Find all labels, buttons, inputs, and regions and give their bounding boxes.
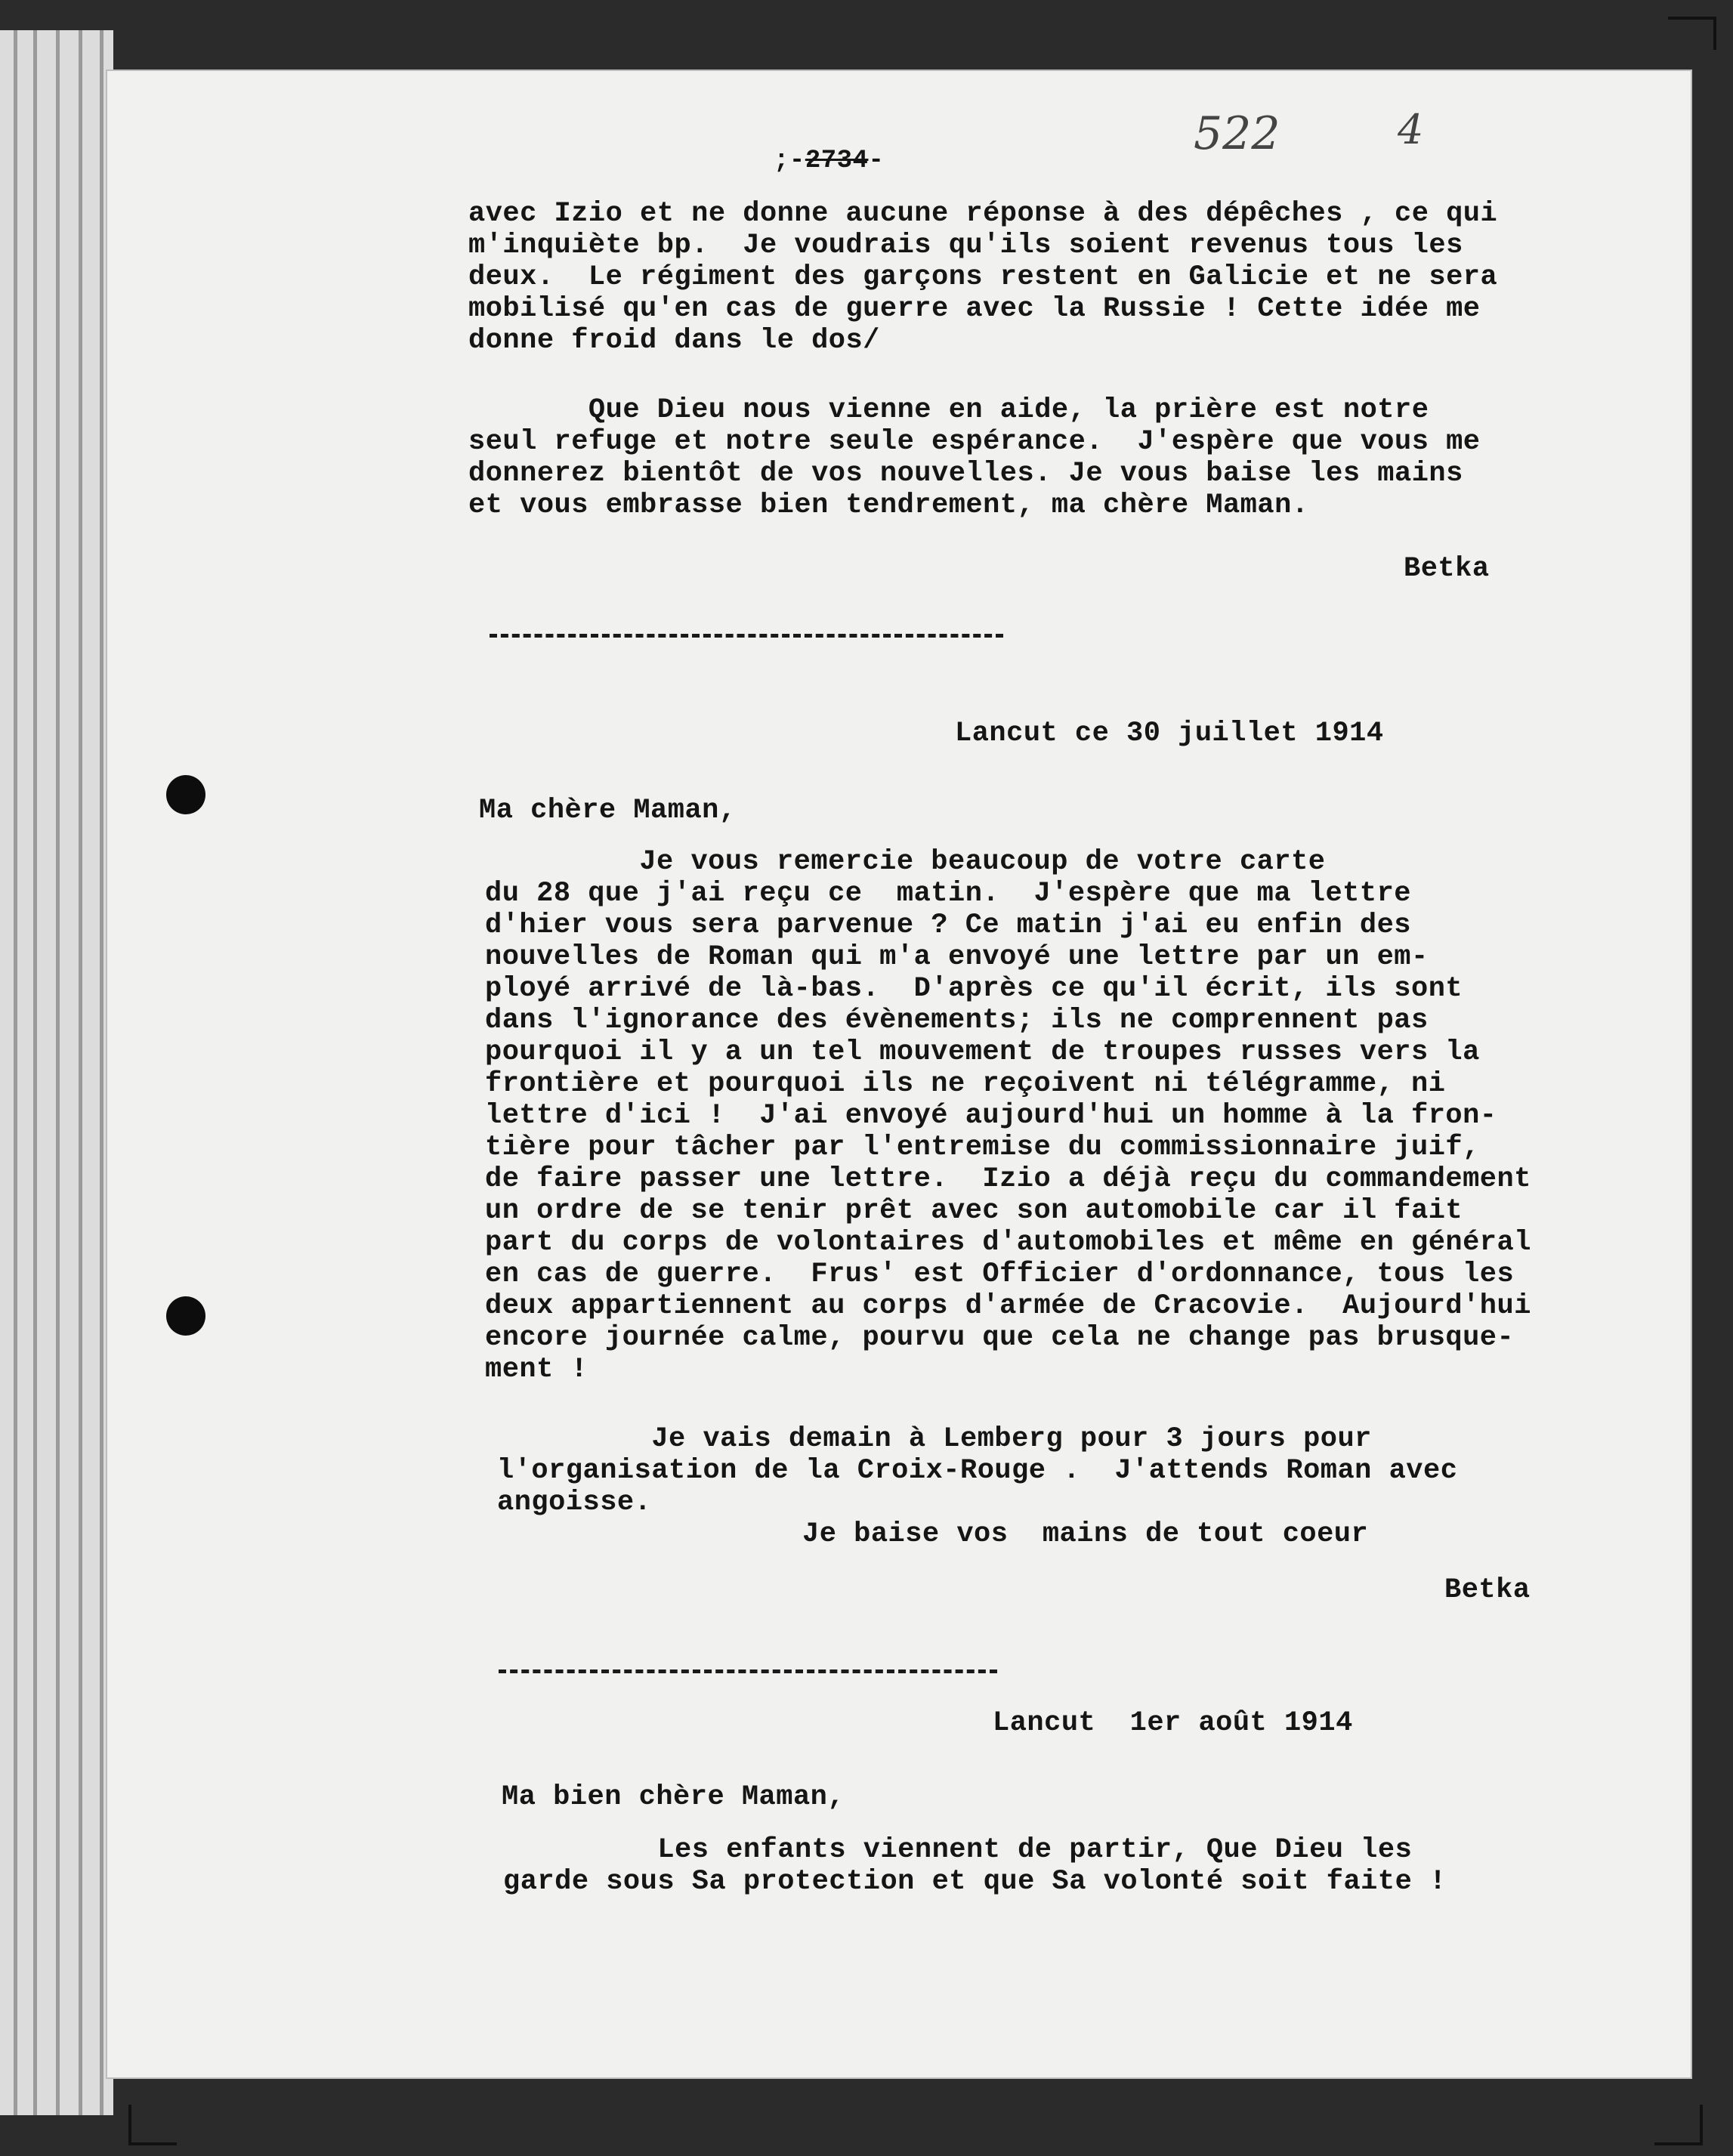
letter2-salutation: Ma chère Maman, xyxy=(479,795,737,826)
page-ref-prefix: ;- xyxy=(774,147,805,175)
handwritten-page-number: 522 xyxy=(1194,107,1280,160)
text-line: avec Izio et ne donne aucune réponse à des dépêches , ce qui xyxy=(468,198,1498,230)
text-line: deux appartiennent au corps d'armée de Cracovie. Aujourd'hui xyxy=(485,1290,1531,1322)
text-line: en cas de guerre. Frus' est Officier d'ordonnance, tous les xyxy=(485,1259,1515,1290)
page-ref-suffix: - xyxy=(868,147,885,175)
text-line: nouvelles de Roman qui m'a envoyé une lettre par un em- xyxy=(485,941,1429,973)
letter2-signature: Betka xyxy=(1444,1574,1531,1606)
letter3-body xyxy=(503,1834,1447,1898)
text-line: Je vous remercie beaucoup de votre carte xyxy=(485,846,1326,878)
separator-rule-1 xyxy=(490,634,1003,638)
page-ref-number: 2734 xyxy=(805,147,869,175)
text-line: ment ! xyxy=(485,1354,588,1385)
text-line: deux. Le régiment des garçons restent en Galicie et ne sera xyxy=(468,261,1498,293)
text-line: du 28 que j'ai reçu ce matin. J'espère que ma lettre xyxy=(485,878,1411,910)
letter3-salutation: Ma bien chère Maman, xyxy=(502,1781,845,1813)
text-line: lettre d'ici ! J'ai envoyé aujourd'hui un homme à la fron- xyxy=(485,1100,1497,1132)
text-line: et vous embrasse bien tendrement, ma chère Maman. xyxy=(468,490,1309,521)
text-line: de faire passer une lettre. Izio a déjà reçu du commandement xyxy=(485,1163,1531,1195)
text-line: frontière et pourquoi ils ne reçoivent ni télégramme, ni xyxy=(485,1068,1446,1100)
text-line: pourquoi il y a un tel mouvement de troupes russes vers la xyxy=(485,1036,1480,1068)
stamp-mark: 4 xyxy=(1398,106,1424,153)
text-line: Les enfants viennent de partir, Que Dieu les xyxy=(503,1834,1413,1866)
text-line: garde sous Sa protection et que Sa volonté soit faite ! xyxy=(503,1866,1447,1898)
letter1-signature: Betka xyxy=(1404,553,1490,585)
punch-hole-upper xyxy=(166,775,205,814)
text-line: donne froid dans le dos/ xyxy=(468,325,880,357)
text-line: d'hier vous sera parvenue ? Ce matin j'ai eu enfin des xyxy=(485,910,1411,941)
text-line: donnerez bientôt de vos nouvelles. Je vous baise les mains xyxy=(468,458,1463,490)
text-line: mobilisé qu'en cas de guerre avec la Russie ! Cette idée me xyxy=(468,293,1481,325)
crop-mark-top-right xyxy=(1668,17,1716,50)
document-page xyxy=(106,69,1692,2079)
text-line: Que Dieu nous vienne en aide, la prière est notre xyxy=(468,394,1429,426)
text-line: angoisse. xyxy=(497,1487,652,1518)
text-line: seul refuge et notre seule espérance. J'espère que vous me xyxy=(468,426,1481,458)
text-line: un ordre de se tenir prêt avec son automobile car il fait xyxy=(485,1195,1463,1227)
text-line: encore journée calme, pourvu que cela ne change pas brusque- xyxy=(485,1322,1515,1354)
punch-hole-lower xyxy=(166,1296,205,1336)
text-line: l'organisation de la Croix-Rouge . J'attends Roman avec xyxy=(497,1455,1458,1487)
letter2-closing: Je baise vos mains de tout coeur xyxy=(802,1518,1369,1550)
letter2-body xyxy=(485,846,1531,1385)
letter3-dateline: Lancut 1er août 1914 xyxy=(993,1707,1353,1739)
letter1-body xyxy=(468,198,1497,357)
text-line: dans l'ignorance des évènements; ils ne comprennent pas xyxy=(485,1005,1429,1036)
letter1-closing-paragraph xyxy=(468,394,1481,521)
letter2-second-paragraph xyxy=(497,1423,1457,1518)
separator-rule-2 xyxy=(499,1670,997,1673)
binder-page-stack xyxy=(0,30,113,2115)
crop-mark-bottom-right xyxy=(1654,2105,1703,2145)
page-reference xyxy=(774,145,884,177)
text-line: part du corps de volontaires d'automobiles et même en général xyxy=(485,1227,1531,1259)
letter2-dateline: Lancut ce 30 juillet 1914 xyxy=(955,718,1384,749)
text-line: Je vais demain à Lemberg pour 3 jours pour xyxy=(497,1423,1372,1455)
text-line: tière pour tâcher par l'entremise du commissionnaire juif, xyxy=(485,1132,1480,1163)
text-line: ployé arrivé de là-bas. D'après ce qu'il écrit, ils sont xyxy=(485,973,1463,1005)
crop-mark-bottom-left xyxy=(128,2105,177,2145)
text-line: m'inquiète bp. Je voudrais qu'ils soient revenus tous les xyxy=(468,230,1463,261)
